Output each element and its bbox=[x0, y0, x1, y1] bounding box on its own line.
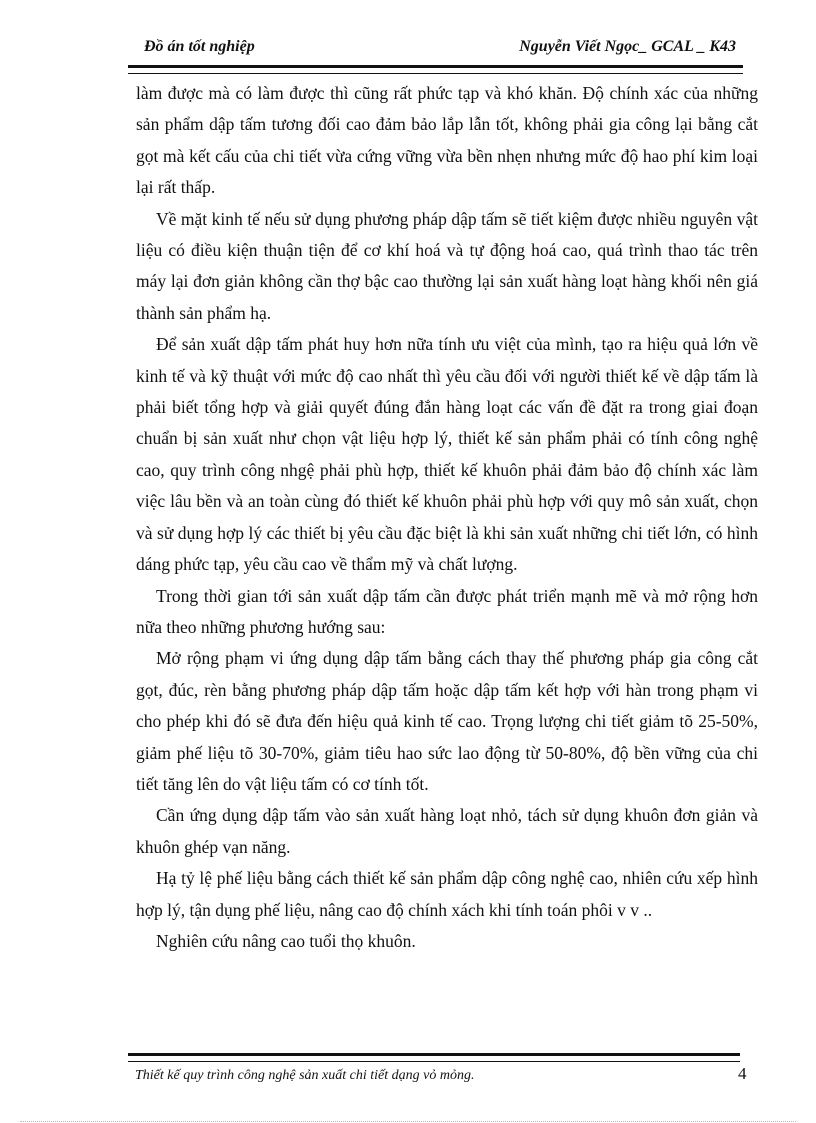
paragraph: Cần ứng dụng dập tấm vào sản xuất hàng loạt nhỏ, tách sử dụng khuôn đơn giản và khuôn ghép vạn năng. bbox=[136, 805, 758, 857]
page-header bbox=[128, 38, 744, 62]
paragraph: Hạ tỷ lệ phế liệu bằng cách thiết kế sản phẩm dập công nghệ cao, nhiên cứu xếp hình hợp lý, tận dụng phế liệu, nâng cao độ chính xách khi tính toán phôi v v .. bbox=[136, 868, 758, 920]
paragraph: Nghiên cứu nâng cao tuổi thọ khuôn. bbox=[156, 930, 416, 951]
paragraph: Mở rộng phạm vi ứng dụng dập tấm bằng cách thay thế phương pháp gia công cắt gọt, đúc, rèn bằng phương pháp dập tấm hoặc dập tấm kết hợp với hàn trong phạm vi cho phép khi đó sẽ đưa đến hiệu quả kinh tế cao. Trọng lượng chi tiết giảm tõ 25-50%, giảm phế liệu tõ 30-70%, giảm tiêu hao sức lao động từ 50-80%, độ bền vững của chi tiết tăng lên do vật liệu tấm có cơ tính tốt. bbox=[136, 648, 758, 794]
paragraph: làm được mà có làm được thì cũng rất phức tạp và khó khăn. Độ chính xác của những sản phẩm dập tấm tương đối cao đảm bảo lắp lẫn tốt, không phải gia công lại bằng cắt gọt mà kết cấu của chi tiết vừa cứng vững vừa bền nhẹn nhưng mức độ hao phí kim loại lại rất thấp. bbox=[136, 83, 758, 198]
header-divider bbox=[128, 65, 743, 74]
page-boundary bbox=[20, 1121, 796, 1122]
page-body bbox=[136, 78, 758, 957]
footer-caption: Thiết kế quy trình công nghệ sản xuất chi tiết dạng vỏ mỏng. bbox=[135, 1068, 475, 1083]
footer-divider bbox=[128, 1053, 740, 1062]
author-label: Nguyễn Viết Ngọc_ GCAL _ K43 bbox=[519, 38, 736, 55]
paragraph: Về mặt kinh tế nếu sử dụng phương pháp dập tấm sẽ tiết kiệm được nhiều nguyên vật liệu có điều kiện thuận tiện để cơ khí hoá và tự động hoá cao, quá trình thao tác trên máy lại đơn giản không cần thợ bậc cao thường lại sản xuất hàng loạt hàng khối nên giá thành sản phẩm hạ. bbox=[136, 208, 758, 323]
document-title: Đồ án tốt nghiệp bbox=[144, 38, 255, 55]
paragraph: Để sản xuất dập tấm phát huy hơn nữa tính ưu việt của mình, tạo ra hiệu quả lớn về kinh tế và kỹ thuật với mức độ cao nhất thì yêu cầu đối với người thiết kế về dập tấm là phải biết tổng hợp và giải quyết đúng đắn hàng loạt các vấn đề đặt ra trong giai đoạn chuẩn bị sản xuất như chọn vật liệu hợp lý, thiết kế sản phẩm phải có tính công nghệ cao, quy trình công nhgệ phải phù hợp, thiết kế khuôn phải đảm bảo độ chính xác làm việc lâu bền và an toàn cùng đó thiết kế khuôn phải phù hợp với quy mô sản xuất, chọn và sử dụng hợp lý các thiết bị yêu cầu đặc biệt là khi sản xuất những chi tiết lớn, có hình dáng phức tạp, yêu cầu cao về thẩm mỹ và chất lượng. bbox=[136, 334, 758, 575]
page-number: 4 bbox=[738, 1064, 747, 1083]
paragraph: Trong thời gian tới sản xuất dập tấm cần được phát triển mạnh mẽ và mở rộng hơn nữa theo những phương hướng sau: bbox=[136, 585, 758, 637]
